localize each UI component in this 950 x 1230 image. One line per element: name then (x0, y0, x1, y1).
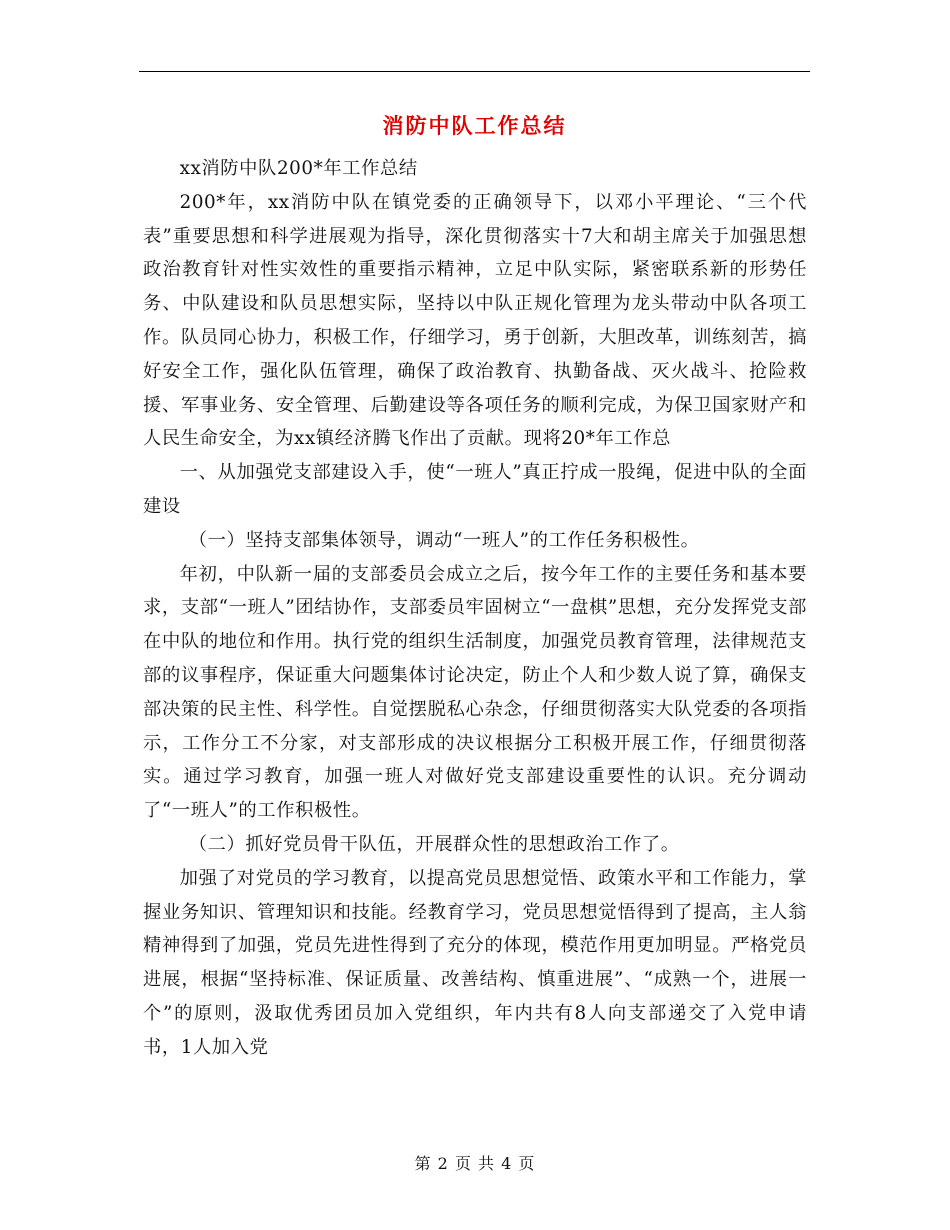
paragraph-body-1: 年初，中队新一届的支部委员会成立之后，按今年工作的主要任务和基本要求，支部“一班人”团结协作，支部委员牢固树立“一盘棋”思想，充分发挥党支部在中队的地位和作用。执行党的组织生活制度，加强党员教育管理，法律规范支部的议事程序，保证重大问题集体讨论决定，防止个人和少数人说了算，确保支部决策的民主性、科学性。自觉摆脱私心杂念，仔细贯彻落实大队党委的各项指示，工作分工不分家，对支部形成的决议根据分工积极开展工作，仔细贯彻落实。通过学习教育，加强一班人对做好党支部建设重要性的认识。充分调动了“一班人”的工作积极性。 (143, 563, 807, 822)
paragraph-body-2: 加强了对党员的学习教育，以提高党员思想觉悟、政策水平和工作能力，掌握业务知识、管理知识和技能。经教育学习，党员思想觉悟得到了提高，主人翁精神得到了加强，党员先进性得到了充分的体现，模范作用更加明显。严格党员进展，根据“坚持标准、保证质量、改善结构、慎重进展”、“成熟一个，进展一个”的原则，汲取优秀团员加入党组织，年内共有8人向支部递交了入党申请书，1人加入党 (143, 867, 807, 1058)
subsection-heading-2: （二）抓好党员骨干队伍，开展群众性的思想政治工作了。 (188, 833, 680, 855)
document-body (143, 152, 807, 1065)
document-title: 消防中队工作总结 (382, 114, 567, 138)
paragraph-intro: 200*年，xx消防中队在镇党委的正确领导下，以邓小平理论、“三个代表”重要思想和科学进展观为指导，深化贯彻落实十7大和胡主席关于加强思想政治教育针对性实效性的重要指示精神，立足中队实际，紧密联系新的形势任务、中队建设和队员思想实际，坚持以中队正规化管理为龙头带动中队各项工作。队员同心协力，积极工作，仔细学习，勇于创新，大胆改革，训练刻苦，搞好安全工作，强化队伍管理，确保了政治教育、执勤备战、灭火战斗、抢险救援、军事业务、安全管理、后勤建设等各项任务的顺利完成，为保卫国家财产和人民生命安全，为xx镇经济腾飞作出了贡献。现将20*年工作总 (143, 191, 807, 450)
header-rule (139, 71, 810, 72)
paragraph-subtitle: xx消防中队200*年工作总结 (179, 158, 418, 179)
section-heading-1: 一、从加强党支部建设入手，使“一班人”真正拧成一股绳，促进中队的全面建设 (143, 462, 807, 517)
page-number-footer: 第 2 页 共 4 页 (414, 1154, 536, 1173)
subsection-heading-1: （一）坚持支部集体领导，调动“一班人”的工作任务积极性。 (188, 529, 700, 551)
